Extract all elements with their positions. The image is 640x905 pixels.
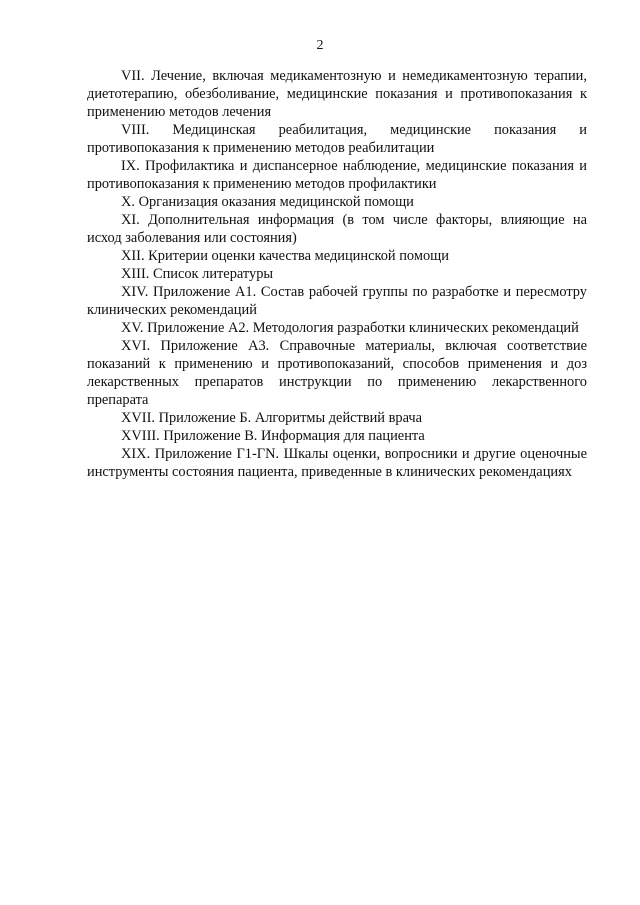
- toc-item-xvii: XVII. Приложение Б. Алгоритмы действий врача: [121, 410, 423, 426]
- toc-item-viii: VIII. Медицинская реабилитация, медицинские показания и противопоказания к применению методов реабилитации: [87, 122, 587, 156]
- page-number: 2: [316, 38, 324, 53]
- toc-item-xiii: XIII. Список литературы: [121, 266, 274, 282]
- toc-item-xvi: XVI. Приложение А3. Справочные материалы, включая соответствие показаний к применению и противопоказаний, способов применения и доз лекарственных препаратов инструкции по применению лекарственного препарата: [87, 338, 587, 408]
- toc-item-xviii: XVIII. Приложение В. Информация для пациента: [121, 428, 425, 444]
- table-of-contents: [87, 67, 587, 481]
- toc-item-xix: XIX. Приложение Г1-ГN. Шкалы оценки, вопросники и другие оценочные инструменты состояния пациента, приведенные в клинических рекомендациях: [87, 446, 587, 480]
- toc-item-x: X. Организация оказания медицинской помощи: [121, 194, 414, 210]
- toc-item-xv: XV. Приложение А2. Методология разработки клинических рекомендаций: [121, 320, 579, 336]
- toc-item-xiv: XIV. Приложение А1. Состав рабочей группы по разработке и пересмотру клинических рекомендаций: [87, 284, 587, 318]
- toc-item-xi: XI. Дополнительная информация (в том числе факторы, влияющие на исход заболевания или состояния): [87, 212, 587, 246]
- toc-item-vii: VII. Лечение, включая медикаментозную и немедикаментозную терапии, диетотерапию, обезболивание, медицинские показания и противопоказания к применению методов лечения: [87, 68, 587, 120]
- toc-item-ix: IX. Профилактика и диспансерное наблюдение, медицинские показания и противопоказания к применению методов профилактики: [87, 158, 587, 192]
- toc-item-xii: XII. Критерии оценки качества медицинской помощи: [121, 248, 449, 264]
